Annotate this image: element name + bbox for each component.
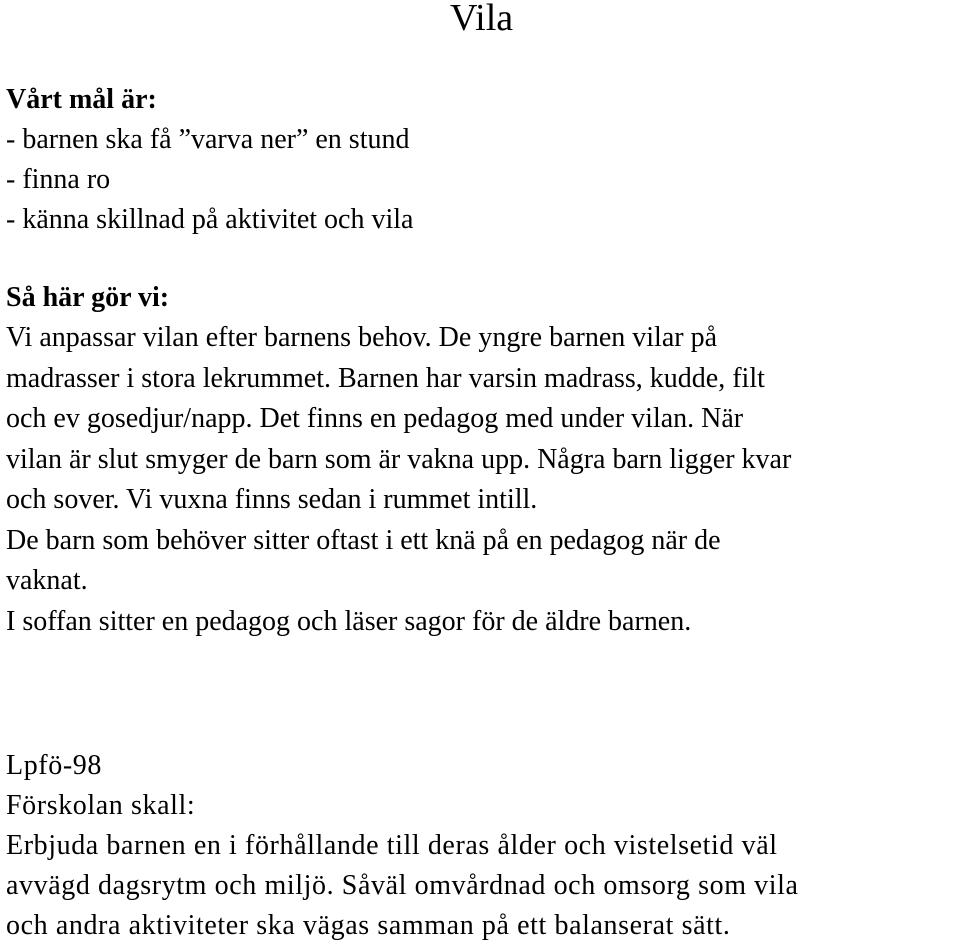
howto-line: vilan är slut smyger de barn som är vakna upp. Några barn ligger kvar <box>6 443 792 475</box>
goal-item: - finna ro <box>6 164 111 195</box>
howto-section <box>6 278 791 642</box>
goal-item: - känna skillnad på aktivitet och vila <box>6 204 414 235</box>
curriculum-subheading: Förskolan skall: <box>6 790 196 821</box>
howto-line: De barn som behöver sitter oftast i ett knä på en pedagog när de <box>6 524 721 556</box>
goals-heading: Vårt mål är: <box>6 84 157 115</box>
curriculum-reference: Lpfö-98 <box>6 750 102 781</box>
howto-line: och sover. Vi vuxna finns sedan i rummet intill. <box>6 484 538 515</box>
howto-line: och ev gosedjur/napp. Det finns en pedagog med under vilan. När <box>6 403 744 434</box>
goal-item: - barnen ska få ”varva ner” en stund <box>6 124 410 155</box>
howto-line: I soffan sitter en pedagog och läser sagor för de äldre barnen. <box>6 605 692 637</box>
goals-section <box>6 80 413 240</box>
howto-heading: Så här gör vi: <box>6 282 170 313</box>
curriculum-line: och andra aktiviteter ska vägas samman på ett balanserat sätt. <box>6 910 731 941</box>
curriculum-section <box>6 746 799 946</box>
curriculum-line: avvägd dagsrytm och miljö. Såväl omvårdnad och omsorg som vila <box>6 870 799 901</box>
howto-line: madrasser i stora lekrummet. Barnen har varsin madrass, kudde, filt <box>6 362 765 394</box>
curriculum-line: Erbjuda barnen en i förhållande till deras ålder och vistelsetid väl <box>6 830 778 861</box>
howto-line: vaknat. <box>6 565 88 596</box>
page-title: Vila <box>450 0 514 39</box>
howto-line: Vi anpassar vilan efter barnens behov. De yngre barnen vilar på <box>6 322 717 353</box>
